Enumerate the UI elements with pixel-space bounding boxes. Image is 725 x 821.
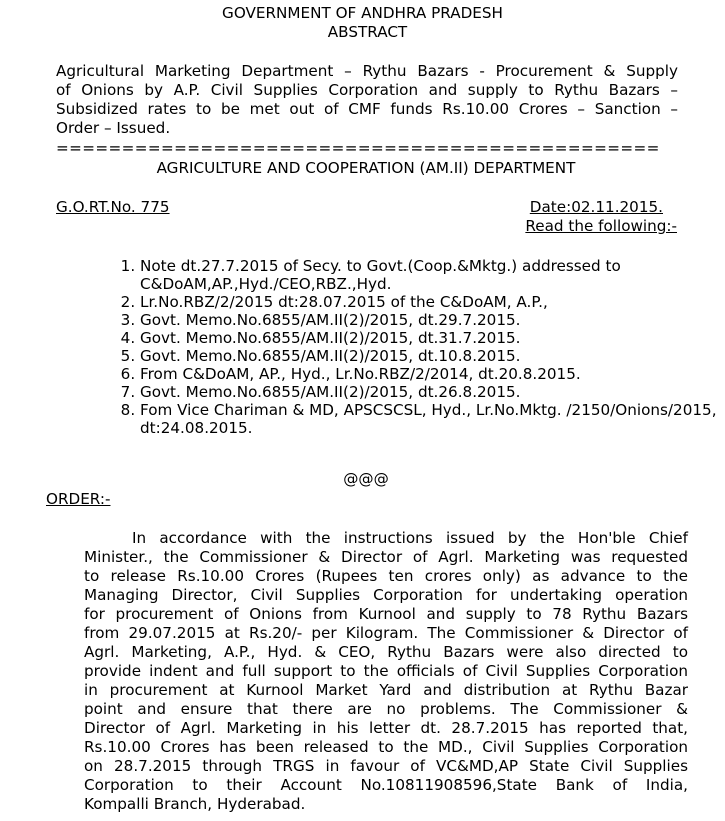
- reference-item: 1. Note dt.27.7.2015 of Secy. to Govt.(Coop.&Mktg.) addressed to C&DoAM,AP.,Hyd./CEO,RBZ.,Hyd.: [140, 257, 720, 293]
- government-heading: GOVERNMENT OF ANDHRA PRADESH: [222, 4, 503, 22]
- subject-line-2: of Onions by A.P. Civil Supplies Corporation and supply to Rythu Bazars –: [56, 81, 678, 99]
- order-line: from 29.07.2015 at Rs.20/- per Kilogram. The Commissioner & Director of: [84, 624, 688, 642]
- go-number: G.O.RT.No. 775: [56, 198, 170, 216]
- reference-item: 8. Fom Vice Chariman & MD, APSCSCSL, Hyd., Lr.No.Mktg. /2150/Onions/2015, dt:24.08.2015.: [140, 401, 720, 437]
- reference-list: [104, 257, 720, 437]
- order-line: In accordance with the instructions issued by the Hon'ble Chief: [132, 529, 688, 547]
- order-line: Agrl. Marketing, A.P., Hyd. & CEO, Rythu Bazars were also directed to: [84, 643, 688, 661]
- reference-item: 4. Govt. Memo.No.6855/AM.II(2)/2015, dt.31.7.2015.: [140, 329, 720, 347]
- divider-symbol: @@@: [343, 470, 389, 488]
- subject-line-1: Agricultural Marketing Department – Rythu Bazars - Procurement & Supply: [56, 62, 678, 80]
- separator-line: ==============================================: [56, 139, 660, 157]
- order-line: on 28.7.2015 through TRGS in favour of VC&MD,AP State Civil Supplies: [84, 757, 688, 775]
- read-following: Read the following:-: [525, 217, 677, 235]
- order-line: Minister., the Commissioner & Director of Agrl. Marketing was requested: [84, 548, 688, 566]
- reference-item: 5. Govt. Memo.No.6855/AM.II(2)/2015, dt.10.8.2015.: [140, 347, 720, 365]
- subject-line-4: Order – Issued.: [56, 119, 171, 137]
- reference-item: 6. From C&DoAM, AP., Hyd., Lr.No.RBZ/2/2014, dt.20.8.2015.: [140, 365, 720, 383]
- reference-item: 2. Lr.No.RBZ/2/2015 dt:28.07.2015 of the C&DoAM, A.P.,: [140, 293, 720, 311]
- subject-block: [56, 62, 678, 138]
- subject-line-3: Subsidized rates to be met out of CMF funds Rs.10.00 Crores – Sanction –: [56, 100, 678, 118]
- order-line: in procurement at Kurnool Market Yard and distribution at Rythu Bazar: [84, 681, 688, 699]
- go-date: Date:02.11.2015.: [529, 198, 663, 216]
- order-line: to release Rs.10.00 Crores (Rupees ten crores only) as advance to the: [84, 567, 688, 585]
- order-line: Managing Director, Civil Supplies Corporation for undertaking operation: [84, 586, 688, 604]
- order-line: Rs.10.00 Crores has been released to the MD., Civil Supplies Corporation: [84, 738, 688, 756]
- order-line: Corporation to their Account No.10811908596,State Bank of India,: [84, 776, 688, 794]
- order-line: provide indent and full support to the officials of Civil Supplies Corporation: [84, 662, 688, 680]
- department-heading: AGRICULTURE AND COOPERATION (AM.II) DEPARTMENT: [156, 159, 576, 177]
- reference-item: 7. Govt. Memo.No.6855/AM.II(2)/2015, dt.26.8.2015.: [140, 383, 720, 401]
- order-line: Kompalli Branch, Hyderabad.: [84, 795, 306, 813]
- order-paragraph: [84, 529, 688, 814]
- order-line: for procurement of Onions from Kurnool and supply to 78 Rythu Bazars: [84, 605, 688, 623]
- reference-item: 3. Govt. Memo.No.6855/AM.II(2)/2015, dt.29.7.2015.: [140, 311, 720, 329]
- abstract-heading: ABSTRACT: [327, 23, 408, 41]
- order-line: Director of Agrl. Marketing in his letter dt. 28.7.2015 has reported that,: [84, 719, 688, 737]
- order-heading: ORDER:-: [46, 490, 111, 508]
- order-line: point and ensure that there are no problems. The Commissioner &: [84, 700, 688, 718]
